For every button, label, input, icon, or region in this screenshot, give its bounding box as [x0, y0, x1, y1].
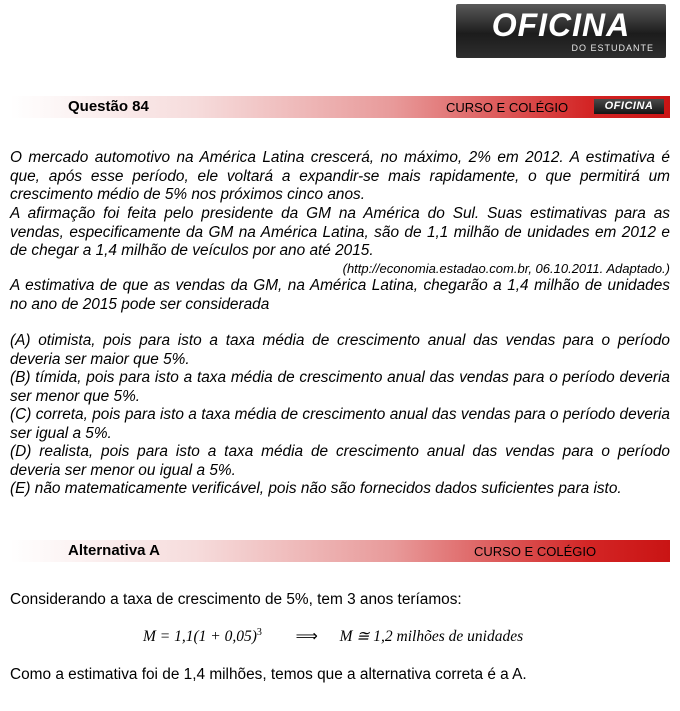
question-source: (http://economia.estadao.com.br, 06.10.2011. Adaptado.) — [342, 261, 670, 276]
oficina-logo — [456, 4, 666, 58]
question-header-bar — [10, 96, 670, 118]
question-paragraph-1: O mercado automotivo na América Latina crescerá, no máximo, 2% em 2012. A estimativa é que, após esse período, ele voltará a expandir-se mais rapidamente, o que permitirá um crescimento médio de 5% nos próximos cinco anos. — [10, 149, 670, 204]
answer-header-bar — [10, 540, 670, 562]
option-e: (E) não matematicamente verificável, pois não são fornecidos dados suficientes para isto. — [10, 480, 622, 497]
answer-header-label: CURSO E COLÉGIO — [474, 544, 597, 559]
formula-implies-arrow: ⟹ — [295, 628, 318, 646]
solution-intro: Considerando a taxa de crescimento de 5%, tem 3 anos teríamos: — [10, 591, 462, 608]
mini-logo: OFICINA — [594, 99, 664, 114]
solution-formula — [143, 623, 523, 647]
option-b: (B) tímida, pois para isto a taxa média de crescimento anual das vendas para o período deveria ser menor que 5%. — [10, 369, 670, 405]
option-a: (A) otimista, pois para isto a taxa média de crescimento anual das vendas para o período deveria ser maior que 5%. — [10, 332, 670, 368]
question-header-label: CURSO E COLÉGIO — [446, 100, 569, 115]
formula-right-words: milhões de unidades — [396, 628, 524, 646]
question-number: Questão 84 — [68, 98, 149, 115]
option-c: (C) correta, pois para isto a taxa média de crescimento anual das vendas para o período deveria ser igual a 5%. — [10, 406, 670, 442]
solution-conclusion: Como a estimativa foi de 1,4 milhões, temos que a alternativa correta é a A. — [10, 666, 527, 683]
formula-exponent: 3 — [256, 627, 262, 638]
formula-left: M = 1,1(1 + 0,05) — [143, 628, 257, 646]
answer-title: Alternativa A — [68, 542, 160, 559]
question-paragraph-2: A afirmação foi feita pelo presidente da GM na América do Sul. Suas estimativas para as vendas, especificamente da GM na América Latina, são de 1,1 milhão de unidades em 2012 e de chegar a 1,4 milhão de veículos por ano até 2015. — [10, 205, 670, 260]
question-prompt: A estimativa de que as vendas da GM, na América Latina, chegarão a 1,4 milhão de unidades no ano de 2015 pode ser considerada — [10, 277, 670, 313]
logo-subtitle: DO ESTUDANTE — [571, 43, 654, 53]
formula-right-symbol: M ≅ 1,2 — [339, 628, 393, 646]
logo-wordmark: OFICINA — [491, 7, 631, 43]
option-d: (D) realista, pois para isto a taxa média de crescimento anual das vendas para o período deveria ser menor ou igual a 5%. — [10, 443, 670, 479]
